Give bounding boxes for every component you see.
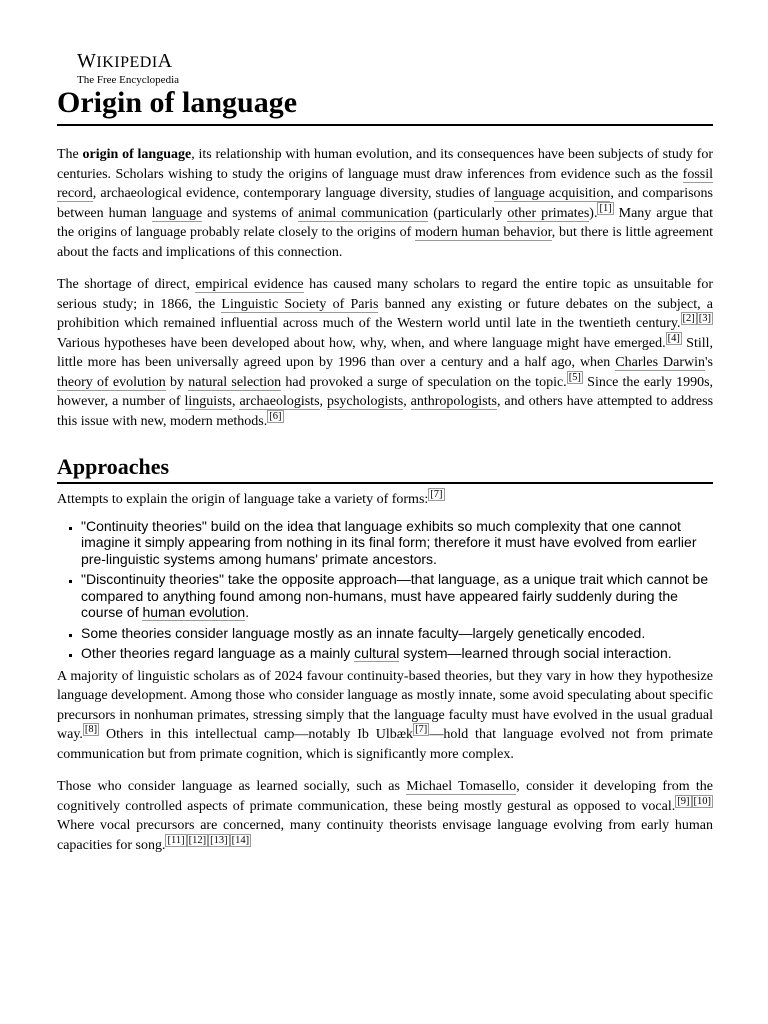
link-language[interactable]: language <box>151 205 203 221</box>
link-human-evolution[interactable]: human evolution <box>142 604 246 620</box>
link-michael-tomasello[interactable]: Michael Tomasello <box>406 779 517 794</box>
section-heading-approaches: Approaches <box>57 453 713 484</box>
paragraph-lead-1: The origin of language, its relationship with human evolution, and its consequences have been subjects of study for centuries. Scholars wishing to study the origins of language must draw inferences from evidence such as the fossil record, archaeological evidence, contemporary language diversity, studies of language acquisition, and comparisons between human language and systems of animal communication (particularly other primates). [1] Many argue that the origins of language probably relate closely to the origins of modern human behavior, but there is little agreement about the facts and implications of this connection. <box>57 147 714 260</box>
bold-term: origin of language <box>82 147 192 162</box>
citation-ref[interactable]: [1] <box>599 202 612 214</box>
citation-ref[interactable]: [2] <box>682 313 695 325</box>
citation-ref[interactable]: [14] <box>231 834 250 846</box>
link-theory-of-evolution[interactable]: theory of evolution <box>57 374 166 390</box>
link-fossil-record[interactable]: fossil record <box>57 166 713 201</box>
citation-ref[interactable]: [10] <box>693 795 711 807</box>
citation-ref[interactable]: [4] <box>667 332 680 344</box>
paragraph-lead-2: The shortage of direct, empirical evidence has caused many scholars to regard the entire topic as unsuitable for serious study; in 1866, the Linguistic Society of Paris banned any existing or future debates on the subject, a prohibition which remained influential across much of the Western world until late in the twentieth century. [2] [3] Various hypotheses have been developed about how, why, when, and where language might have emerged. [4] Still, little more has been universally agreed upon by 1996 than over a century and a half ago, when Charles Darwin's theory of evolution by natural selection had provoked a surge of speculation on the topic. [5] Since the early 1990s, however, a number of linguists, archaeologists, psychologists, anthropologists, and others have attempted to address this issue with new, modern methods. [6] <box>57 277 714 429</box>
link-animal-communication[interactable]: animal communication <box>298 205 429 221</box>
article-body <box>57 145 713 868</box>
link-cultural[interactable]: cultural <box>354 645 400 661</box>
link-other-primates[interactable]: other primates <box>507 205 590 221</box>
citation-ref[interactable]: [11] <box>167 834 185 846</box>
link-natural-selection[interactable]: natural selection <box>188 374 282 390</box>
list-item: ▪ Some theories consider language mostly as an innate faculty—largely genetically encoded. <box>81 625 713 642</box>
link-archaeologists[interactable]: archaeologists <box>239 394 320 409</box>
link-linguistic-society-of-paris[interactable]: Linguistic Society of Paris <box>221 296 379 312</box>
citation-ref[interactable]: [6] <box>269 410 282 422</box>
wordmark-name: WIKIPEDIA <box>77 50 173 72</box>
citation-ref[interactable]: [7] <box>430 489 443 501</box>
citation-ref[interactable]: [12] <box>188 834 207 846</box>
link-linguists[interactable]: linguists <box>184 394 232 409</box>
link-charles-darwin[interactable]: Charles Darwin <box>615 355 706 370</box>
list-item: ▪ Other theories regard language as a mainly cultural system—learned through social interaction. <box>81 645 713 662</box>
citation-ref[interactable]: [5] <box>568 371 581 383</box>
paragraph-continuity: A majority of linguistic scholars as of 2024 favour continuity-based theories, but they vary in how they hypothesize language development. Among those who consider language as mostly innate, some avoid speculating about specific precursors in nonhuman primates, stressing simply that the language faculty must have evolved in the usual gradual way. [8] Others in this intellectual camp—notably Ib Ulbæk [7] —hold that language evolved not from primate communication but from primate cognition, which is significantly more complex. <box>57 668 713 762</box>
citation-ref[interactable]: [8] <box>84 724 98 736</box>
wikipedia-wordmark[interactable] <box>77 50 207 86</box>
citation-ref[interactable]: [13] <box>210 834 228 846</box>
citation-ref[interactable]: [9] <box>677 795 690 807</box>
link-psychologists[interactable]: psychologists <box>326 394 404 409</box>
citation-ref[interactable]: [3] <box>698 313 711 325</box>
approaches-intro: Attempts to explain the origin of language take a variety of forms: [7] <box>57 489 443 507</box>
link-anthropologists[interactable]: anthropologists <box>410 394 497 409</box>
wordmark-tagline: The Free Encyclopedia <box>77 74 180 86</box>
page-title: Origin of language <box>57 84 713 126</box>
citation-ref[interactable]: [7] <box>415 724 428 736</box>
list-item: ▪ "Continuity theories" build on the idea that language exhibits so much complexity that one cannot imagine it simply appearing from nothing in its final form; therefore it must have evolved from earlier pre-linguistic systems among humans' primate ancestors. <box>81 518 713 568</box>
list-item: ▪ "Discontinuity theories" take the opposite approach—that language, as a unique trait which cannot be compared to anything found among non-humans, must have appeared fairly suddenly during the course of human evolution. <box>81 571 713 621</box>
link-empirical-evidence[interactable]: empirical evidence <box>195 277 304 292</box>
paragraph-learned: Those who consider language as learned socially, such as Michael Tomasello, consider it developing from the cognitively controlled aspects of primate communication, these being mostly gestural as opposed to vocal. [9] [10] Where vocal precursors are concerned, many continuity theorists envisage language evolving from early human capacities for song. [11] [12] [13] [14] <box>57 779 713 853</box>
approaches-list <box>57 518 713 662</box>
link-language-acquisition[interactable]: language acquisition <box>494 186 611 201</box>
link-modern-human-behavior[interactable]: modern human behavior <box>415 225 552 240</box>
